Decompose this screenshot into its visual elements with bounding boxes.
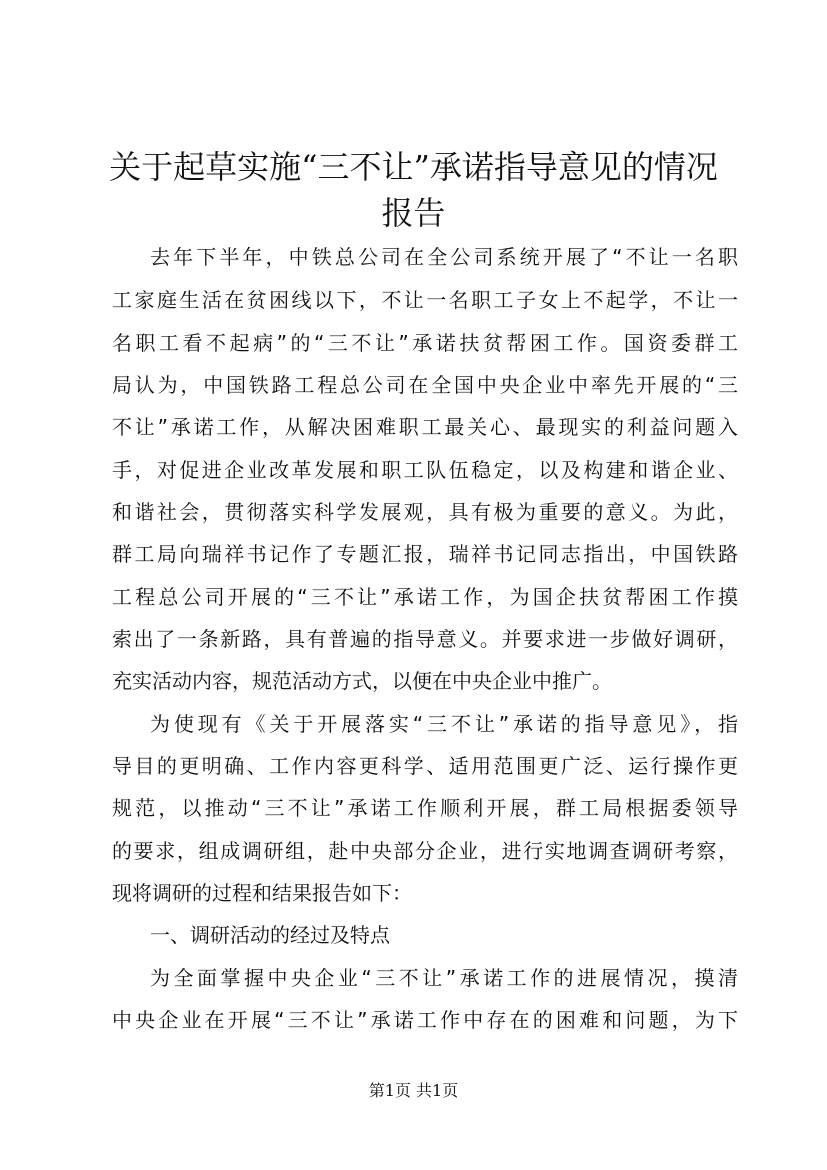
paragraph-line: 规范，以推动“三不让”承诺工作顺利开展，群工局根据委领导 [112, 796, 738, 820]
paragraph-line: 中央企业在开展“三不让”承诺工作中存在的困难和问题，为下 [112, 1008, 738, 1032]
paragraph-line: 索出了一条新路，具有普遍的指导意义。并要求进一步做好调研， [112, 627, 738, 651]
paragraph-line: 去年下半年，中铁总公司在全公司系统开展了“不让一名职 [150, 245, 738, 269]
document-title-line-1: 关于起草实施“三不让”承诺指导意见的情况 [109, 148, 718, 186]
paragraph-line: 现将调研的过程和结果报告如下： [112, 881, 412, 905]
paragraph-line: 工程总公司开展的“三不让”承诺工作，为国企扶贫帮困工作摸 [112, 585, 738, 609]
paragraph-line: 导目的更明确、工作内容更科学、适用范围更广泛、运行操作更 [112, 754, 738, 778]
document-title-line-2: 报告 [381, 194, 446, 232]
paragraph-line: 的要求，组成调研组，赴中央部分企业，进行实地调查调研考察， [112, 839, 738, 863]
paragraph-line: 手，对促进企业改革发展和职工队伍稳定，以及构建和谐企业、 [112, 458, 738, 482]
paragraph-line: 局认为，中国铁路工程总公司在全国中央企业中率先开展的“三 [112, 373, 738, 397]
page-number-footer: 第1页 共1页 [368, 1081, 459, 1100]
section-heading: 一、调研活动的经过及特点 [150, 923, 390, 947]
paragraph-line: 群工局向瑞祥书记作了专题汇报，瑞祥书记同志指出，中国铁路 [112, 542, 738, 566]
paragraph-line: 充实活动内容，规范活动方式，以便在中央企业中推广。 [112, 669, 612, 693]
paragraph-line: 不让”承诺工作，从解决困难职工最关心、最现实的利益问题入 [112, 415, 738, 439]
paragraph-line: 和谐社会，贯彻落实科学发展观，具有极为重要的意义。为此， [112, 500, 738, 524]
paragraph-line: 名职工看不起病”的“三不让”承诺扶贫帮困工作。国资委群工 [112, 331, 738, 355]
paragraph-line: 工家庭生活在贫困线以下，不让一名职工子女上不起学，不让一 [112, 288, 738, 312]
paragraph-line: 为全面掌握中央企业“三不让”承诺工作的进展情况，摸清 [150, 966, 738, 990]
paragraph-line: 为使现有《关于开展落实“三不让”承诺的指导意见》，指 [150, 712, 738, 736]
